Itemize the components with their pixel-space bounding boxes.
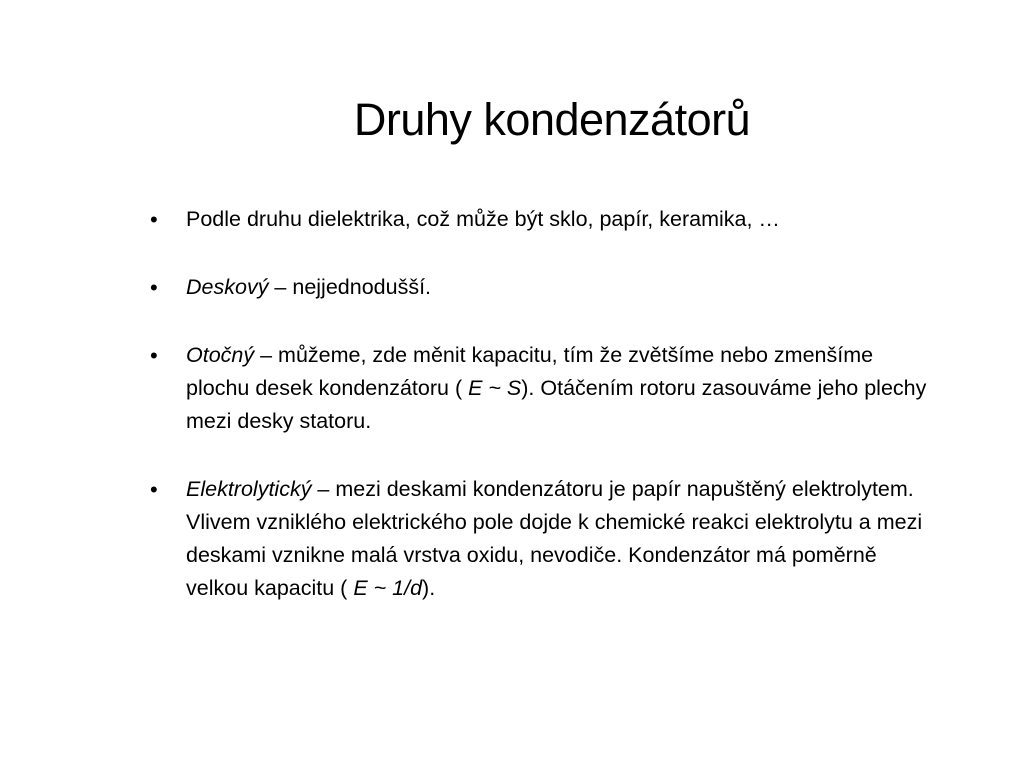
bullet-list xyxy=(150,203,940,640)
item-text: – můžeme, zde měnit kapacitu, tím že zvětšíme nebo zmenšíme plochu desek kondenzátoru ( xyxy=(186,343,874,400)
item-formula: E ~ 1/d xyxy=(353,576,423,600)
list-item-otocny xyxy=(150,339,940,438)
item-text-end: ). xyxy=(422,576,436,600)
item-text-end: ). Otáčením rotoru zasouváme jeho plechy mezi desky statoru. xyxy=(186,376,927,433)
bullet-icon: • xyxy=(150,275,158,300)
item-term: Deskový xyxy=(186,275,269,299)
list-item-deskovy xyxy=(150,271,940,304)
item-text: – nejjednodušší. xyxy=(268,275,432,299)
list-item-dielectric xyxy=(150,203,940,236)
item-text: Podle druhu dielektrika, což může být sklo, papír, keramika, … xyxy=(186,207,780,231)
item-formula: E ~ S xyxy=(468,376,522,400)
slide-title: Druhy kondenzátorů xyxy=(353,94,751,145)
bullet-icon: • xyxy=(150,207,158,232)
bullet-icon: • xyxy=(150,477,158,502)
bullet-icon: • xyxy=(150,343,158,368)
list-item-elektrolyticky xyxy=(150,473,940,605)
item-term: Otočný xyxy=(186,343,255,367)
item-term: Elektrolytický xyxy=(186,477,312,501)
item-text: – mezi deskami kondenzátoru je papír napuštěný elektrolytem. Vlivem vzniklého elektrického pole dojde k chemické reakci elektrolytu a mezi deskami vznikne malá vrstva oxidu, nevodiče. Kondenzátor má poměrně velkou kapacitu ( xyxy=(186,477,923,600)
